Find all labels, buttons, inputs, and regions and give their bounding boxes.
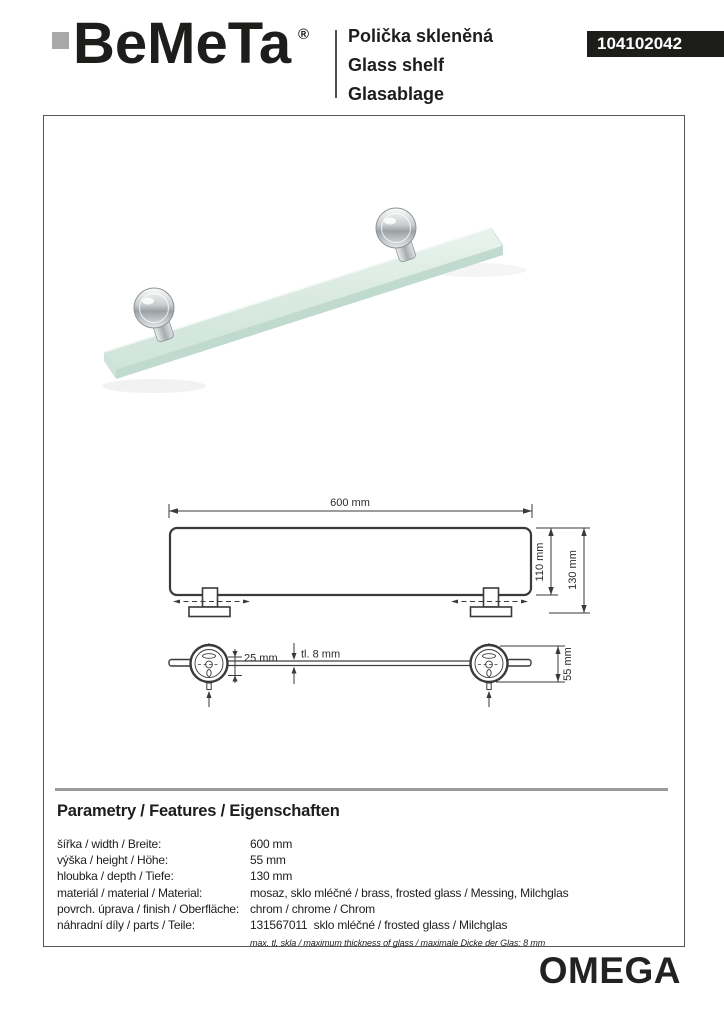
left-wall-mount: [134, 288, 174, 343]
content-box: [43, 115, 685, 947]
right-wall-mount: [376, 208, 416, 263]
product-code-badge: [587, 31, 724, 57]
parameter-value: mosaz, sklo mléčné / brass, frosted glass / Messing, Milchglas: [250, 885, 569, 900]
parameters-divider: [55, 788, 668, 791]
parameter-value: 131567011 sklo mléčné / frosted glass / Milchglas: [250, 918, 508, 933]
header-divider: [335, 30, 337, 98]
brand-logo-square-icon: [52, 32, 69, 49]
product-title-block: [348, 22, 493, 109]
series-name: OMEGA: [538, 950, 681, 991]
top-view-drawing: [169, 504, 590, 617]
product-photo: [44, 200, 684, 472]
parameter-label: povrch. úprava / finish / Oberfläche:: [57, 901, 240, 916]
parameter-value: 130 mm: [250, 869, 293, 884]
parameter-row-finish: [57, 901, 672, 917]
brand-logo: BeMeTa: [73, 11, 292, 76]
product-name-en: Glass shelf: [348, 55, 445, 75]
dim-mount-offset-label: 25 mm: [244, 652, 278, 665]
parameter-value: 55 mm: [250, 853, 286, 868]
parameters-table: [57, 836, 672, 951]
parameter-row-material: [57, 885, 672, 901]
parameter-value: chrom / chrome / Chrom: [250, 901, 375, 916]
parameter-row-parts: [57, 917, 672, 933]
parameter-row-depth: [57, 868, 672, 884]
parameter-row-height: [57, 852, 672, 868]
parameter-label: materiál / material / Material:: [57, 885, 203, 900]
parameter-label: hloubka / depth / Tiefe:: [57, 869, 174, 884]
parameter-label: výška / height / Höhe:: [57, 853, 168, 868]
technical-drawings: [44, 480, 684, 752]
registered-trademark-icon: ®: [298, 26, 310, 43]
parameter-value: 600 mm: [250, 837, 293, 851]
parameter-label: šířka / width / Breite:: [57, 837, 162, 851]
parameters-note: max. tl. skla / maximum thickness of glass / maximale Dicke der Glas: 8 mm: [250, 938, 546, 949]
parameter-row-width: [57, 836, 672, 852]
product-name-cs: Polička skleněná: [348, 26, 494, 46]
dim-total-depth-label: 130 mm: [567, 550, 579, 590]
product-name-de: Glasablage: [348, 84, 445, 104]
product-code: 104102042: [597, 34, 683, 53]
dim-glass-depth-label: 110 mm: [534, 542, 546, 582]
dim-mount-height-label: 55 mm: [562, 647, 574, 681]
front-view-drawing: [169, 643, 565, 707]
dim-glass-thickness-label: tl. 8 mm: [301, 648, 341, 661]
parameter-label: náhradní díly / parts / Teile:: [57, 918, 195, 933]
dim-width-label: 600 mm: [330, 497, 370, 509]
parameters-heading: Parametry / Features / Eigenschaften: [57, 802, 340, 820]
